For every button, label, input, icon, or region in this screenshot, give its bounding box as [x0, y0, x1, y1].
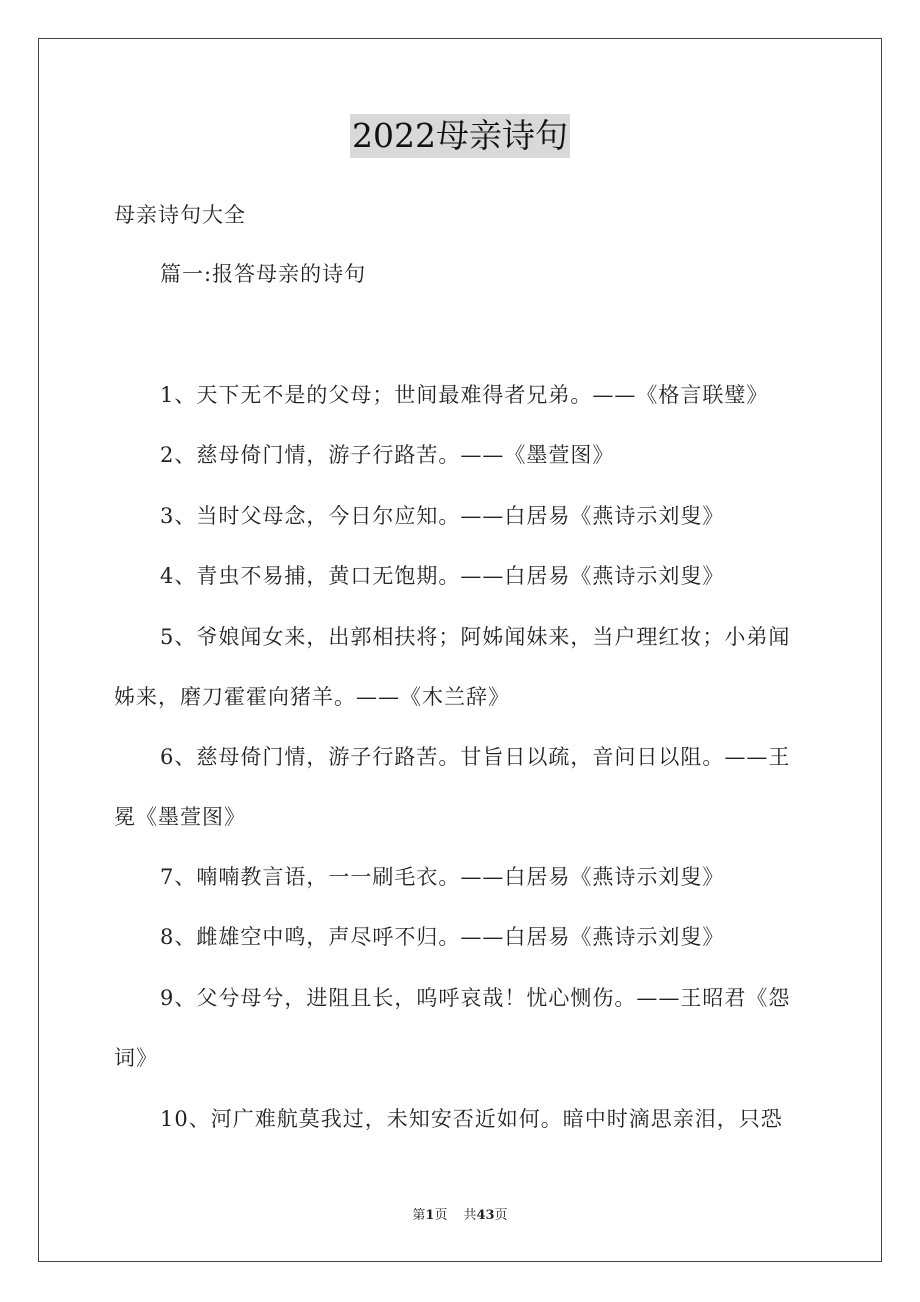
footer-page-current: 1 — [425, 1208, 435, 1223]
document-title: 2022母亲诗句 — [350, 114, 570, 158]
poem-line-9b: 词》 — [114, 1046, 158, 1070]
poem-line-3: 3、当时父母念，今日尔应知。——白居易《燕诗示刘叟》 — [160, 504, 725, 528]
title-container — [0, 114, 920, 158]
footer-page-unit: 页 — [434, 1208, 448, 1223]
poem-line-6b: 冕《墨萱图》 — [114, 805, 246, 829]
section-heading: 篇一:报答母亲的诗句 — [160, 262, 367, 286]
footer-total-unit: 页 — [494, 1208, 508, 1223]
poem-line-5a: 5、爷娘闻女来，出郭相扶将；阿姊闻妹来，当户理红妆；小弟闻 — [160, 625, 791, 649]
poem-line-5b: 姊来，磨刀霍霍向猪羊。——《木兰辞》 — [114, 685, 510, 709]
footer-page-prefix: 第 — [412, 1208, 426, 1223]
poem-line-6a: 6、慈母倚门情，游子行路苦。甘旨日以疏，音问日以阻。——王 — [160, 745, 791, 769]
poem-line-7: 7、喃喃教言语，一一刷毛衣。——白居易《燕诗示刘叟》 — [160, 865, 725, 889]
poem-line-10: 10、河广难航莫我过，未知安否近如何。暗中时滴思亲泪，只恐 — [160, 1107, 783, 1131]
poem-line-2: 2、慈母倚门情，游子行路苦。——《墨萱图》 — [160, 443, 615, 467]
footer-total-prefix: 共 — [463, 1208, 477, 1223]
poem-line-9a: 9、父兮母兮，进阻且长，呜呼哀哉！忧心恻伤。——王昭君《怨 — [160, 986, 791, 1010]
footer-total-pages: 43 — [476, 1208, 495, 1223]
page-footer — [0, 1206, 920, 1226]
poem-line-4: 4、青虫不易捕，黄口无饱期。——白居易《燕诗示刘叟》 — [160, 564, 725, 588]
poem-line-1: 1、天下无不是的父母；世间最难得者兄弟。——《格言联璧》 — [160, 383, 769, 407]
subtitle: 母亲诗句大全 — [114, 203, 246, 227]
poem-line-8: 8、雌雄空中鸣，声尽呼不归。——白居易《燕诗示刘叟》 — [160, 925, 725, 949]
